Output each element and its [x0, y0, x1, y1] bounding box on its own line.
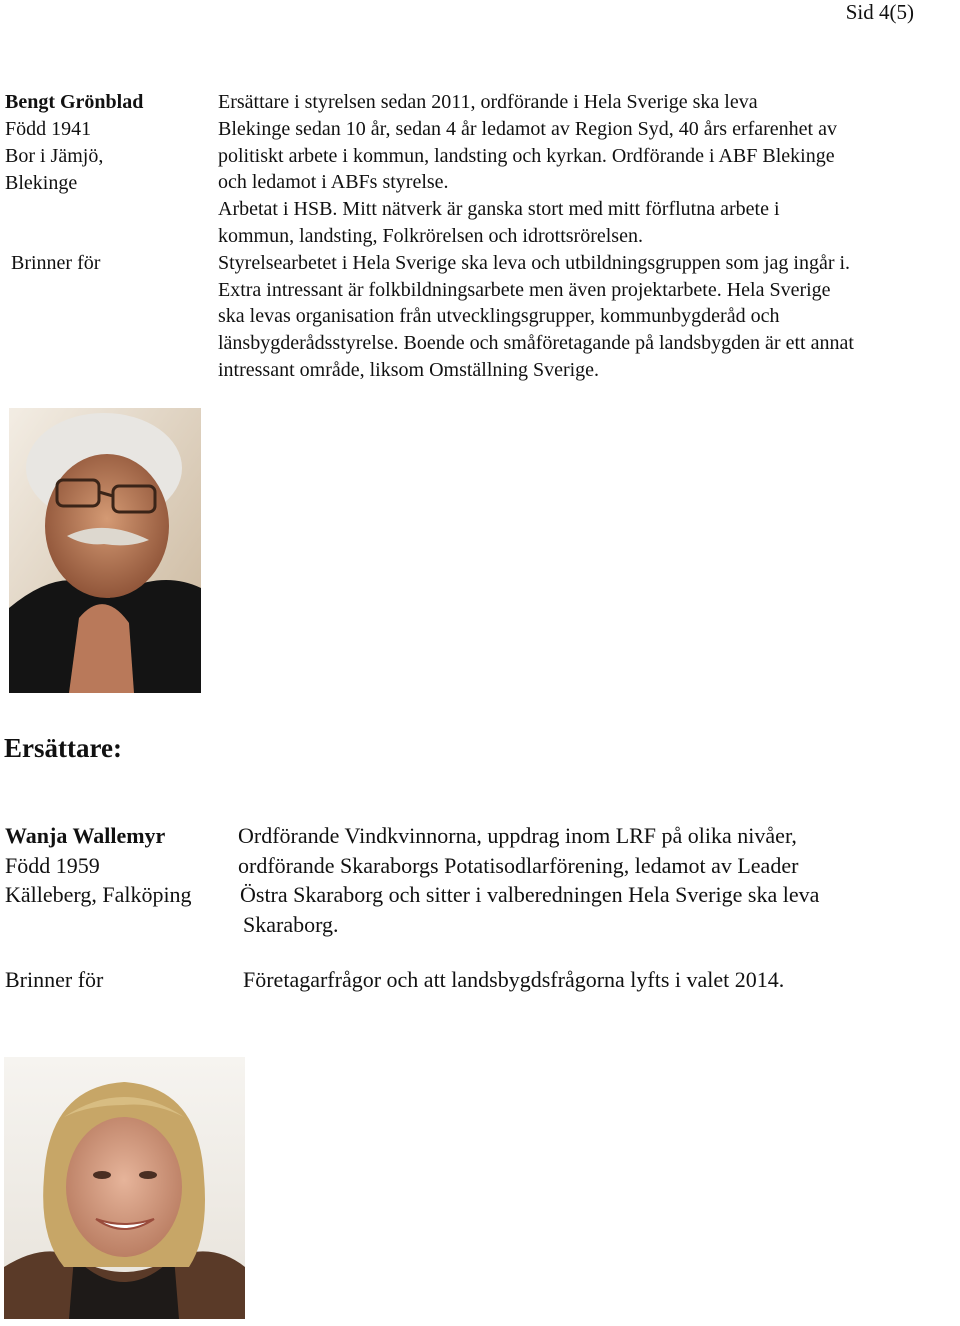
- person1-bio-line: Blekinge sedan 10 år, sedan 4 år ledamot av Region Syd, 40 års erfarenhet av: [218, 117, 837, 140]
- person1-born: Född 1941: [5, 118, 92, 140]
- person1-name: Bengt Grönblad: [5, 91, 144, 113]
- person2-born: Född 1959: [5, 853, 100, 878]
- person2-lives: Källeberg, Falköping: [5, 882, 192, 907]
- person1-region: Blekinge: [5, 172, 78, 194]
- person2-bio-line: Skaraborg.: [243, 911, 339, 937]
- person1-portrait: [9, 408, 201, 693]
- person1-passion-line: ska levas organisation från utvecklingsgrupper, kommunbygderåd och: [218, 305, 780, 328]
- person2-bio: [238, 821, 819, 939]
- person1-bio-line: Ersättare i styrelsen sedan 2011, ordförande i Hela Sverige ska leva: [218, 91, 758, 113]
- person2-portrait: [4, 1057, 245, 1319]
- person1-bio: [218, 89, 854, 384]
- person1-bio-line: politiskt arbete i kommun, landsting och kyrkan. Ordförande i ABF Blekinge: [218, 144, 835, 167]
- person1-passion-line: länsbygderådsstyrelse. Boende och småföretagande på landsbygden är ett annat: [218, 332, 854, 355]
- page-number: Sid 4(5): [845, 0, 914, 24]
- person2-passion-label: Brinner för: [5, 967, 104, 992]
- person1-passion-line: intressant område, liksom Omställning Sverige.: [218, 358, 600, 381]
- person1-bio-line: och ledamot i ABFs styrelse.: [218, 171, 449, 194]
- person1-passion-line: Extra intressant är folkbildningsarbete men även projektarbete. Hela Sverige: [218, 278, 831, 301]
- person1-passion-label: Brinner för: [11, 252, 101, 274]
- section-heading: Ersättare:: [4, 733, 122, 763]
- person1-lives: Bor i Jämjö,: [5, 145, 104, 167]
- person1-bio-line: Arbetat i HSB. Mitt nätverk är ganska stort med mitt förflutna arbete i: [218, 198, 780, 221]
- person1-passion-line: Styrelsearbetet i Hela Sverige ska leva och utbildningsgruppen som jag ingår i.: [218, 251, 851, 274]
- person2-bio-line: Ordförande Vindkvinnorna, uppdrag inom LRF på olika nivåer,: [238, 823, 797, 848]
- person2-passion-text: Företagarfrågor och att landsbygdsfrågorna lyfts i valet 2014.: [243, 967, 785, 992]
- person1-bio-line: kommun, landsting, Folkrörelsen och idrottsrörelsen.: [218, 224, 643, 247]
- person2-name: Wanja Wallemyr: [5, 823, 166, 848]
- person2-bio-line: ordförande Skaraborgs Potatisodlarförening, ledamot av Leader: [238, 852, 799, 878]
- person2-bio-line: Östra Skaraborg och sitter i valberedningen Hela Sverige ska leva: [240, 882, 820, 907]
